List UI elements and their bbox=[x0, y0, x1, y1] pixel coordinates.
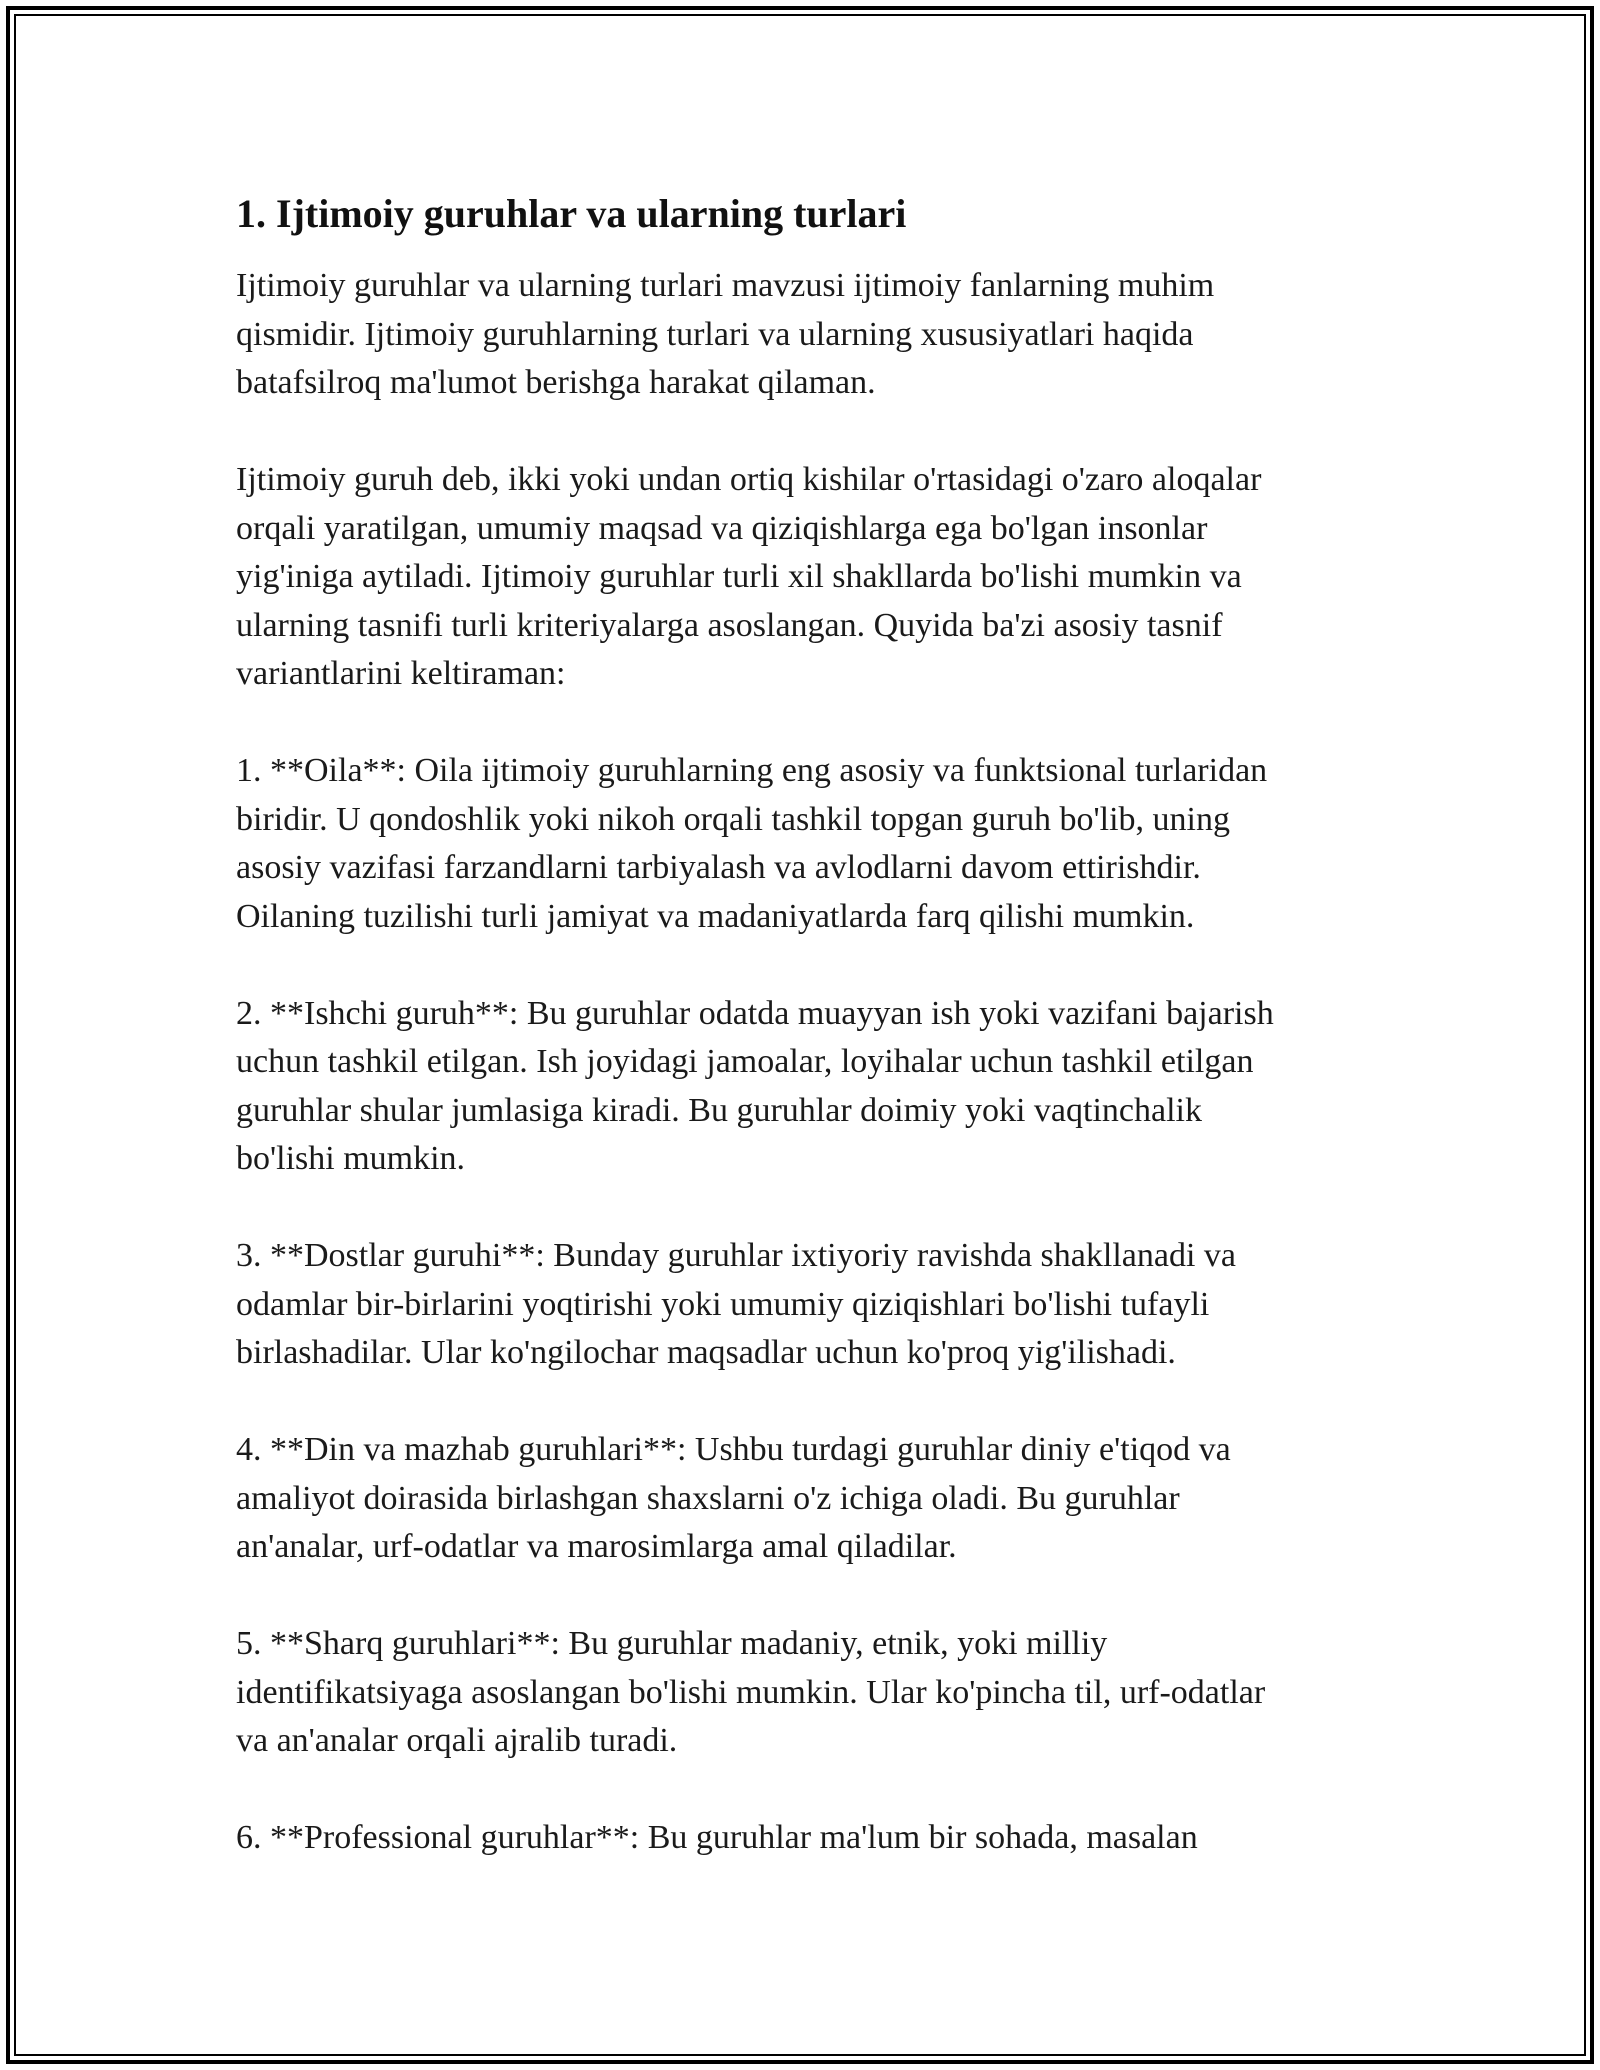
list-item-friends-group: 3. **Dostlar guruhi**: Bunday guruhlar ixtiyoriy ravishda shakllanadi va odamlar bir-birlarini yoqtirishi yoki umumiy qiziqishlari bo'lishi tufayli birlashadilar. Ular ko'ngilochar maqsadlar uchun ko'proq yig'ilishadi. bbox=[236, 1237, 1236, 1371]
list-item-eastern-groups: 5. **Sharq guruhlari**: Bu guruhlar madaniy, etnik, yoki milliy identifikatsiyaga asoslangan bo'lishi mumkin. Ular ko'pincha til, urf-odatlar va an'analar orqali ajralib turadi. bbox=[236, 1625, 1266, 1759]
document-title: 1. Ijtimoiy guruhlar va ularning turlari bbox=[236, 191, 907, 236]
intro-paragraph: Ijtimoiy guruhlar va ularning turlari mavzusi ijtimoiy fanlarning muhim qismidir. Ijtimoiy guruhlarning turlari va ularning xususiyatlari haqida batafsilroq ma'lumot berishga harakat qilaman. bbox=[236, 267, 1215, 401]
definition-paragraph: Ijtimoiy guruh deb, ikki yoki undan ortiq kishilar o'rtasidagi o'zaro aloqalar orqali yaratilgan, umumiy maqsad va qiziqishlarga ega bo'lgan insonlar yig'iniga aytiladi. Ijtimoiy guruhlar turli xil shakllarda bo'lishi mumkin va ularning tasnifi turli kriteriyalarga asoslangan. Quyida ba'zi asosiy tasnif variantlarini keltiraman: bbox=[236, 461, 1262, 692]
document-body bbox=[236, 188, 1366, 1911]
list-item-family: 1. **Oila**: Oila ijtimoiy guruhlarning eng asosiy va funktsional turlaridan biridir. U qondoshlik yoki nikoh orqali tashkil topgan guruh bo'lib, uning asosiy vazifasi farzandlarni tarbiyalash va avlodlarni davom ettirishdir. Oilaning tuzilishi turli jamiyat va madaniyatlarda farq qilishi mumkin. bbox=[236, 752, 1268, 935]
list-item-religious-groups: 4. **Din va mazhab guruhlari**: Ushbu turdagi guruhlar diniy e'tiqod va amaliyot doirasida birlashgan shaxslarni o'z ichiga oladi. Bu guruhlar an'analar, urf-odatlar va marosimlarga amal qiladilar. bbox=[236, 1431, 1231, 1565]
list-item-work-group: 2. **Ishchi guruh**: Bu guruhlar odatda muayyan ish yoki vazifani bajarish uchun tashkil etilgan. Ish joyidagi jamoalar, loyihalar uchun tashkil etilgan guruhlar shular jumlasiga kiradi. Bu guruhlar doimiy yoki vaqtinchalik bo'lishi mumkin. bbox=[236, 994, 1274, 1177]
list-item-professional-groups: 6. **Professional guruhlar**: Bu guruhlar ma'lum bir sohada, masalan bbox=[236, 1819, 1198, 1856]
